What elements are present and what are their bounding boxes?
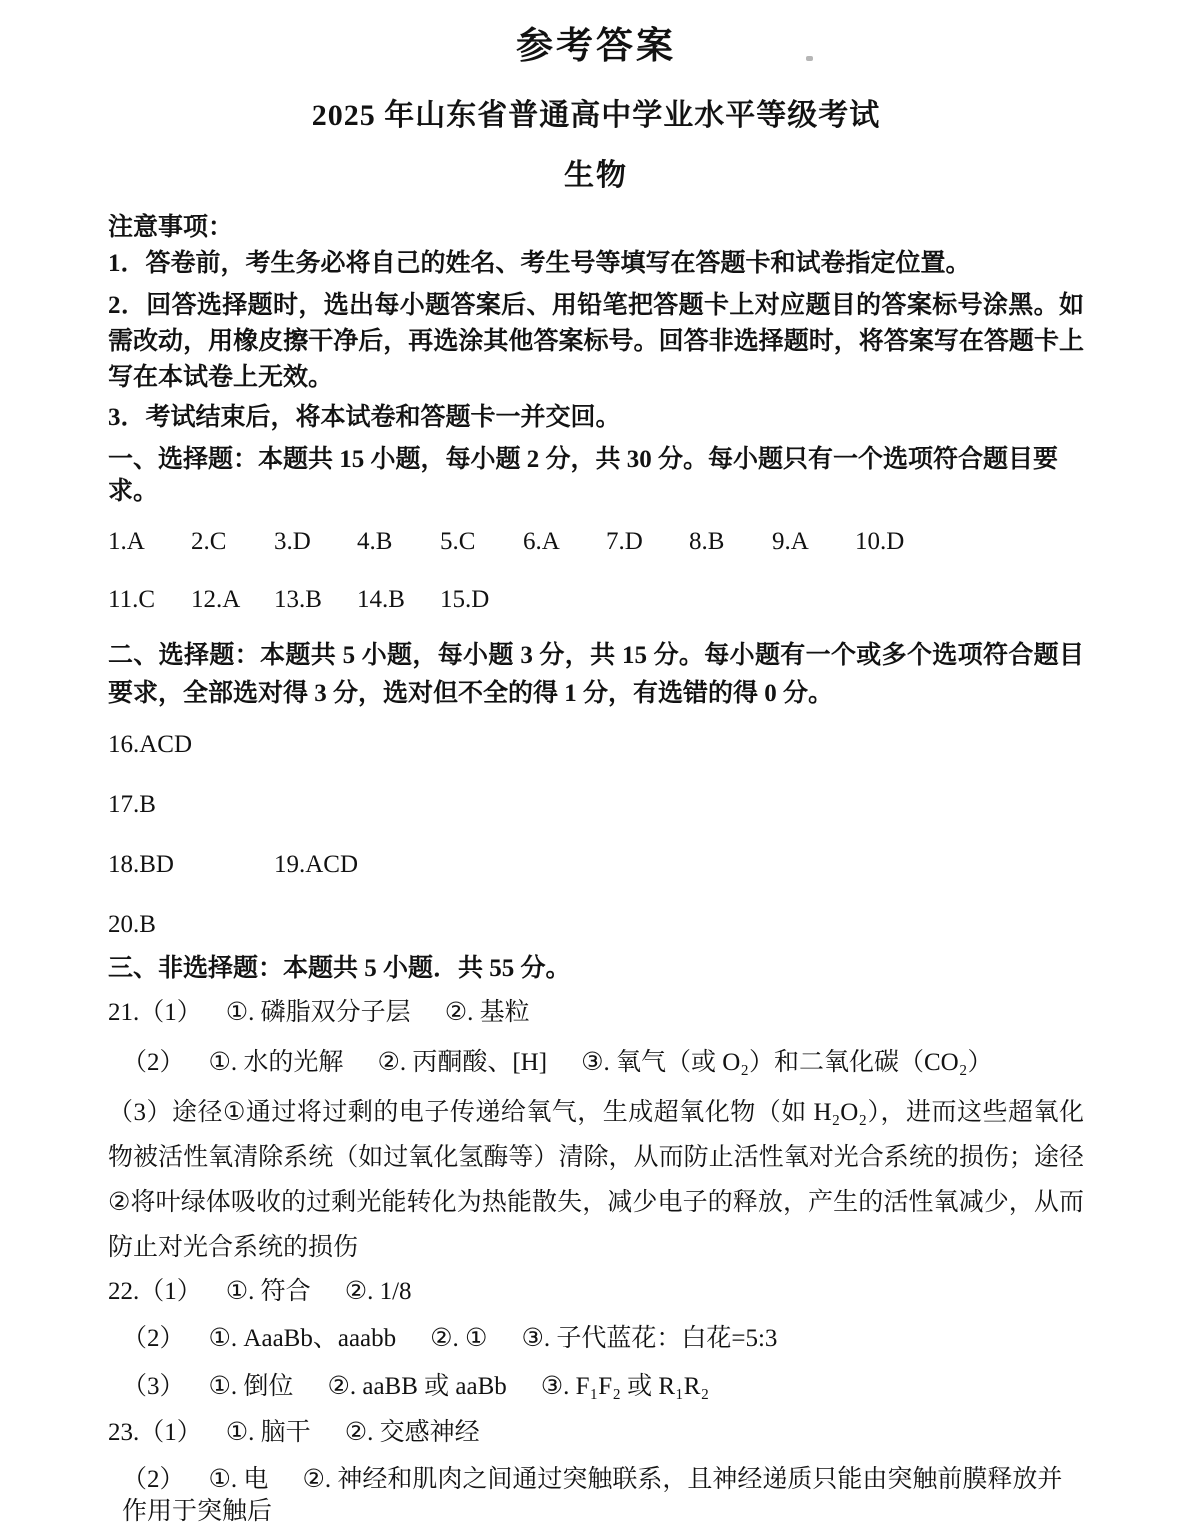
notice-item-2: 2．回答选择题时，选出每小题答案后、用铅笔把答题卡上对应题目的答案标号涂黑。如需改动，用橡皮擦干净后，再选涂其他答案标号。回答非选择题时，将答案写在答题卡上写在本试卷上无效。 [108, 292, 1084, 391]
answer-cell: 14.B [357, 586, 405, 613]
answer-part: ③. 子代蓝花：白花=5:3 [521, 1325, 778, 1352]
answer-cell: 10.D [855, 528, 905, 555]
answer-row-q22-3 [108, 1371, 1084, 1403]
answer-label: 23.（1） [108, 1419, 202, 1446]
answer-cell: 9.A [772, 528, 809, 555]
answer-cell: 2.C [191, 528, 227, 555]
answer-part: ③. F₁F₂ 或 R₁R₂ [540, 1373, 710, 1400]
answer-cell: 8.B [689, 528, 725, 555]
answer-label: 21.（1） [108, 999, 202, 1026]
answer-q20: 20.B [108, 911, 156, 938]
answer-label: （2） [122, 1466, 185, 1493]
answer-label: 22.（1） [108, 1278, 202, 1305]
answer-label: （2） [122, 1049, 185, 1076]
answer-row-q23-2 [108, 1464, 1084, 1528]
answer-part: ②. 基粒 [444, 999, 530, 1026]
answer-paragraph-q21-3: （3）途径①通过将过剩的电子传递给氧气，生成超氧化物（如 H₂O₂），进而这些超氧化物被活性氧清除系统（如过氧化氢酶等）清除，从而防止活性氧对光合系统的损伤；途径②将叶绿体吸收的过剩光能转化为热能散失，减少电子的释放，产生的活性氧减少，从而防止对光合系统的损伤 [108, 1099, 1084, 1261]
answer-cell: 15.D [440, 586, 490, 613]
answer-q17: 17.B [108, 791, 156, 818]
answer-cell: 12.A [191, 586, 241, 613]
answer-q16: 16.ACD [108, 731, 193, 758]
notice-item-1: 1．答卷前，考生务必将自己的姓名、考生号等填写在答题卡和试卷指定位置。 [108, 250, 971, 277]
answer-row-q18-q19 [108, 849, 1084, 881]
section-one-heading: 一、选择题：本题共 15 小题，每小题 2 分，共 30 分。每小题只有一个选项符合题目要求。 [108, 446, 1059, 505]
subject-title: 生物 [564, 159, 628, 192]
answer-q18: 18.BD [108, 851, 174, 878]
exam-title: 2025 年山东省普通高中学业水平等级考试 [311, 99, 881, 132]
answer-part: ③. 氧气（或 O₂）和二氧化碳（CO₂） [581, 1049, 993, 1076]
answer-row-q21-2 [108, 1047, 1084, 1079]
answer-label: （3） [122, 1373, 185, 1400]
answer-row-q22-1 [108, 1276, 1084, 1308]
answer-part: ②. 丙酮酸、[H] [377, 1049, 548, 1076]
answer-cell: 1.A [108, 528, 145, 555]
answer-part: ①. 电 [208, 1466, 269, 1493]
notice-item-3: 3．考试结束后，将本试卷和答题卡一并交回。 [108, 404, 621, 431]
answer-row-q21-1 [108, 997, 1084, 1029]
answer-part: ②. ① [430, 1325, 488, 1352]
answer-row-q23-1 [108, 1417, 1084, 1449]
section-two-heading: 二、选择题：本题共 5 小题，每小题 3 分，共 15 分。每小题有一个或多个选项符合题目要求，全部选对得 3 分，选对但不全的得 1 分，有选错的得 0 分。 [108, 642, 1084, 707]
answer-part: ①. 磷脂双分子层 [225, 999, 411, 1026]
section-one-answers-row-2 [108, 584, 1084, 616]
answer-cell: 11.C [108, 586, 155, 613]
section-one-answers-row-1 [108, 526, 1084, 558]
answer-cell: 3.D [274, 528, 311, 555]
answer-part: ②. 1/8 [344, 1278, 412, 1305]
answer-cell: 6.A [523, 528, 560, 555]
answer-cell: 7.D [606, 528, 643, 555]
scan-artifact-dot [806, 56, 813, 61]
answer-part: ①. 倒位 [208, 1373, 294, 1400]
answer-cell: 13.B [274, 586, 322, 613]
answer-part: ①. 脑干 [225, 1419, 311, 1446]
answer-part: ①. AaaBb、aaabb [208, 1325, 397, 1352]
answer-part: ②. 交感神经 [344, 1419, 480, 1446]
answer-part: ①. 水的光解 [208, 1049, 344, 1076]
answer-q19: 19.ACD [274, 851, 359, 878]
answer-part: ②. aaBB 或 aaBb [327, 1373, 507, 1400]
page-title: 参考答案 [516, 26, 676, 67]
answer-key-page [0, 26, 1190, 1528]
answer-cell: 4.B [357, 528, 393, 555]
answer-part: ②. 神经和肌肉之间通过突触联系，且神经递质只能由突触前膜释放并作用于突触后 [122, 1466, 1063, 1525]
answer-part: ①. 符合 [225, 1278, 311, 1305]
answer-cell: 5.C [440, 528, 476, 555]
notice-heading: 注意事项： [108, 214, 234, 241]
answer-label: （2） [122, 1325, 185, 1352]
answer-row-q22-2 [108, 1323, 1084, 1355]
section-three-heading: 三、非选择题：本题共 5 小题．共 55 分。 [108, 955, 571, 982]
